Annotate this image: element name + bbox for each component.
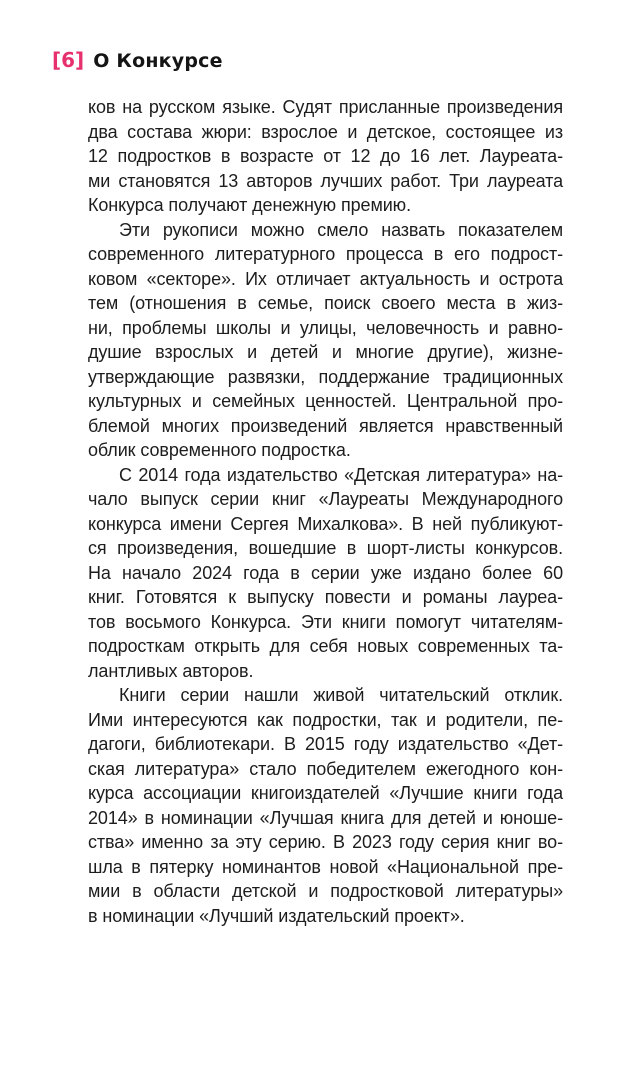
text-line: 12 подростков в возрасте от 12 до 16 лет. Лауреата- bbox=[88, 146, 563, 166]
text-line: облик современного подростка. bbox=[88, 440, 351, 460]
text-line: тем (отношения в семье, поиск своего места в жиз- bbox=[88, 293, 563, 313]
text-line: ми становятся 13 авторов лучших работ. Три лауреата bbox=[88, 170, 563, 191]
text-line: мии в области детской и подростковой литературы» bbox=[88, 881, 563, 901]
text-line: 2014» в номинации «Лучшая книга для детей и юноше- bbox=[88, 807, 563, 828]
text-line: ков на русском языке. Судят присланные произведения bbox=[88, 97, 563, 117]
body-text bbox=[88, 95, 563, 928]
text-line: современного литературного процесса в его подрост- bbox=[88, 244, 563, 264]
text-line: С 2014 года издательство «Детская литература» на- bbox=[119, 464, 563, 485]
text-line: тов восьмого Конкурса. Эти книги помогут читателям- bbox=[88, 611, 563, 632]
paragraph-2 bbox=[88, 218, 563, 463]
text-line: культурных и семейных ценностей. Центральной про- bbox=[88, 391, 563, 411]
paragraph-1 bbox=[88, 95, 563, 218]
page-number: [6] bbox=[52, 48, 85, 72]
text-line: утверждающие развязки, поддержание традиционных bbox=[88, 366, 563, 387]
text-line: книг. Готовятся к выпуску повести и романы лауреа- bbox=[88, 587, 563, 607]
text-line: курса ассоциации книгоиздателей «Лучшие книги года bbox=[88, 783, 563, 803]
text-line: Ими интересуются как подростки, так и родители, пе- bbox=[88, 709, 563, 730]
text-line: ни, проблемы школы и улицы, человечность и равно- bbox=[88, 317, 563, 338]
page-header bbox=[52, 50, 223, 71]
paragraph-4 bbox=[88, 683, 563, 928]
text-line: Конкурса получают денежную премию. bbox=[88, 195, 411, 215]
text-line: ская литература» стало победителем ежегодного кон- bbox=[88, 758, 563, 779]
text-line: дагоги, библиотекари. В 2015 году издательство «Дет- bbox=[88, 734, 563, 754]
text-line: ся произведения, вошедшие в шорт-листы конкурсов. bbox=[88, 538, 563, 558]
text-line: в номинации «Лучший издательский проект». bbox=[88, 905, 465, 926]
text-line: блемой многих произведений является нравственный bbox=[88, 415, 563, 436]
text-line: ства» именно за эту серию. В 2023 году серия книг во- bbox=[88, 832, 563, 852]
text-line: ковом «секторе». Их отличает актуальность и острота bbox=[88, 268, 563, 289]
text-line: подросткам открыть для себя новых современных та- bbox=[88, 636, 563, 656]
text-line: чало выпуск серии книг «Лауреаты Международного bbox=[88, 489, 563, 509]
chapter-title: О Конкурсе bbox=[93, 50, 223, 72]
text-line: лантливых авторов. bbox=[88, 660, 254, 681]
text-line: Эти рукописи можно смело назвать показателем bbox=[119, 219, 563, 240]
text-line: На начало 2024 года в серии уже издано более 60 bbox=[88, 562, 563, 583]
text-line: два состава жюри: взрослое и детское, состоящее из bbox=[88, 121, 563, 142]
text-line: душие взрослых и детей и многие другие), жизне- bbox=[88, 342, 563, 362]
paragraph-3 bbox=[88, 463, 563, 684]
text-line: конкурса имени Сергея Михалкова». В ней публикуют- bbox=[88, 513, 563, 534]
text-line: Книги серии нашли живой читательский отклик. bbox=[119, 685, 563, 705]
text-line: шла в пятерку номинантов новой «Национальной пре- bbox=[88, 856, 563, 877]
